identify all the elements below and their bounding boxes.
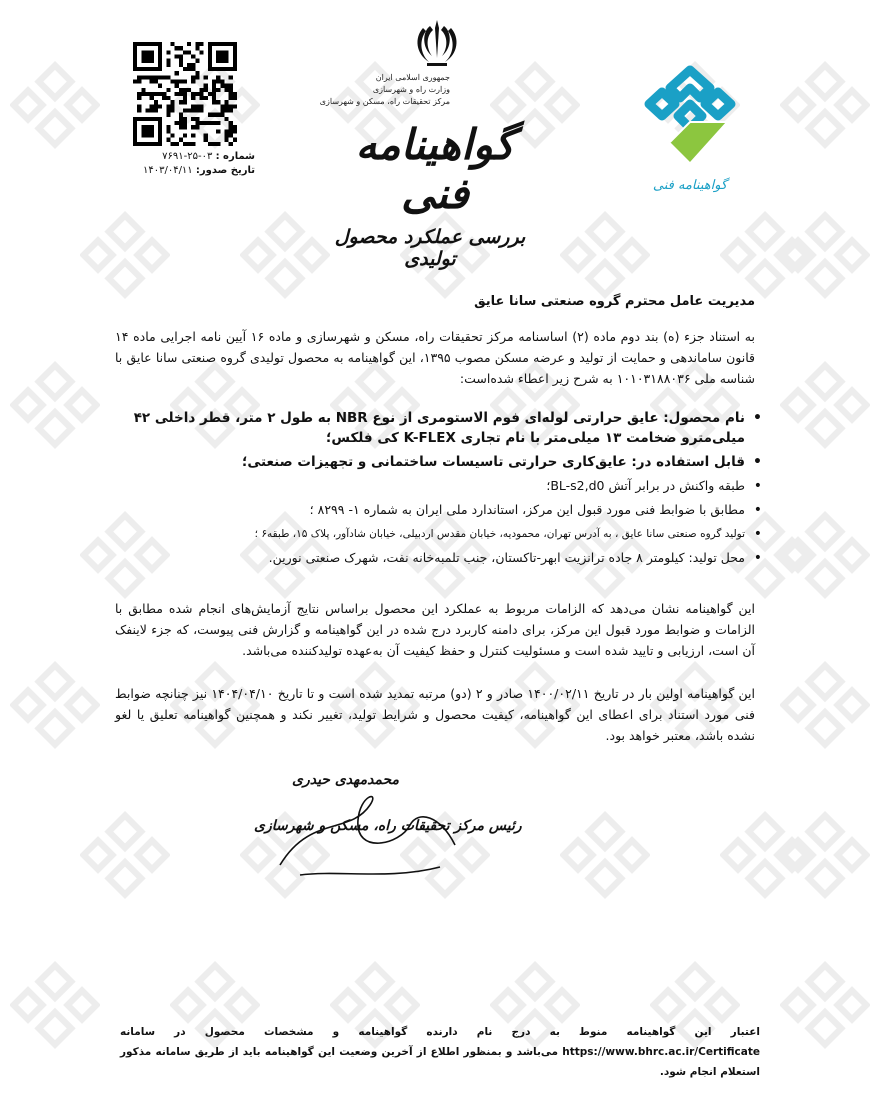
org-line-1: جمهوری اسلامی ایران — [375, 73, 450, 82]
issue-date: ۱۴۰۳/۰۴/۱۱ — [142, 165, 193, 176]
watermark-tile — [780, 510, 870, 600]
signatory-title: رئیس مرکز تحقیقات راه، مسکن و شهرسازی — [254, 818, 522, 834]
logo-caption: گواهینامه فنی — [652, 178, 728, 193]
list-item: • تولید گروه صنعتی سانا عایق ، به آدرس تهران، محمودیه، خیابان مقدس اردبیلی، خیابان شادآور، پلاک ۱۵، طبقه۶ ؛ — [115, 524, 745, 544]
watermark-tile — [780, 960, 870, 1050]
intro-paragraph: به استناد جزء (ه) بند دوم ماده (۲) اساسنامه مرکز تحقیقات راه، مسکن و شهرسازی و ماده ۱۶ آیین نامه اجرایی ماده ۱۴ قانون ساماندهی و حمایت از تولید و عرضه مسکن مصوب ۱۳۹۵، این گواهینامه به محصول تولیدی گروه صنعتی سانا عایق با شناسه ملی ۱۰۱۰۳۱۸۸۰۳۶ به شرح زیر اعطاء شده‌است: — [115, 329, 756, 386]
watermark-tile — [80, 810, 170, 900]
watermark-tile — [560, 210, 650, 300]
issue-date-label: تاریخ صدور: — [195, 165, 255, 176]
product-details-list — [115, 408, 763, 572]
org-line-2: وزارت راه و شهرسازی — [372, 85, 450, 94]
watermark-tile — [10, 360, 100, 450]
watermark-tile — [560, 810, 650, 900]
list-item: • نام محصول: عایق حرارتی لوله‌ای فوم الاستومری از نوع NBR به طول ۲ متر، قطر داخلی ۴۲ میلی‌مترو ضخامت ۱۳ میلی‌متر با نام تجاری K-FLEX کی فلکس؛ — [115, 408, 745, 448]
document-title: گواهینامه فنی — [355, 120, 515, 218]
watermark-tile — [780, 660, 870, 750]
list-item: • طبقه واکنش در برابر آتش BL-s2,d0؛ — [115, 476, 745, 496]
greeting: مدیریت عامل محترم گروه صنعتی سانا عایق — [474, 294, 755, 309]
watermark-tile — [780, 210, 870, 300]
org-line-3: مرکز تحقیقات راه، مسکن و شهرسازی — [319, 97, 450, 106]
list-item: • قابل استفاده در: عایق‌کاری حرارتی تاسیسات ساختمانی و تجهیزات صنعتی؛ — [115, 452, 745, 472]
qr-code — [133, 42, 237, 146]
list-item: • محل تولید: کیلومتر ۸ جاده ترانزیت ابهر-تاکستان، جنب تلمبه‌خانه نفت، شهرک صنعتی نورین. — [115, 548, 745, 568]
iran-emblem-icon — [412, 18, 462, 70]
watermark-tile — [80, 210, 170, 300]
certificate-number: ۰۳-۲۵-۷۶۹۱ — [162, 151, 213, 162]
document-subtitle: بررسی عملکرد محصول تولیدی — [334, 226, 526, 270]
validity-paragraph: این گواهینامه اولین بار در تاریخ ۱۴۰۰/۰۲/۱۱ صادر و ۲ (دو) مرتبه تمدید شده است و تا تاریخ ۱۴۰۴/۰۴/۱۰ نیز چنانچه ضوابط فنی مورد استناد برای اعطای این گواهینامه، کیفیت محصول و شرایط تولید، تغییر نکند و همچنین گواهینامه تعلیق یا لغو نشده باشد، معتبر خواهد بود. — [115, 686, 755, 743]
watermark-tile — [10, 60, 100, 150]
watermark-tile — [780, 360, 870, 450]
signature-icon — [240, 775, 480, 895]
signatory-name: محمدمهدی حیدری — [292, 772, 400, 788]
number-label: شماره : — [215, 151, 255, 162]
watermark-tile — [240, 210, 330, 300]
watermark-tile — [780, 810, 870, 900]
watermark-tile — [10, 660, 100, 750]
watermark-tile — [780, 60, 870, 150]
list-item: • مطابق با ضوابط فنی مورد قبول این مرکز، استاندارد ملی ایران به شماره ۱- ۸۲۹۹ ؛ — [115, 500, 745, 520]
technical-certificate-logo-icon — [640, 62, 740, 172]
footer-note: اعتبار این گواهینامه منوط به درج نام دارنده گواهینامه و مشخصات محصول در سامانه https://www.bhrc.ac.ir/Certificate می‌باشد و بمنظور اطلاع از آخرین وضعیت این گواهینامه باید از طریق سامانه مذکور استعلام انجام شود. — [120, 1026, 760, 1078]
certificate-meta — [135, 150, 255, 178]
assessment-paragraph: این گواهینامه نشان می‌دهد که الزامات مربوط به عملکرد این محصول براساس نتایج آزمایش‌های انجام شده مطابق با الزامات و ضوابط مورد قبول این مرکز، برای دامنه کاربرد درج شده در این گواهینامه و گزارش فنی پیوست، که جزء لاینفک آن است، ارزیابی و تایید شده است و مسئولیت کنترل و حفظ کیفیت آن به‌عهده تولیدکننده می‌باشد. — [115, 601, 755, 658]
watermark-tile — [10, 960, 100, 1050]
